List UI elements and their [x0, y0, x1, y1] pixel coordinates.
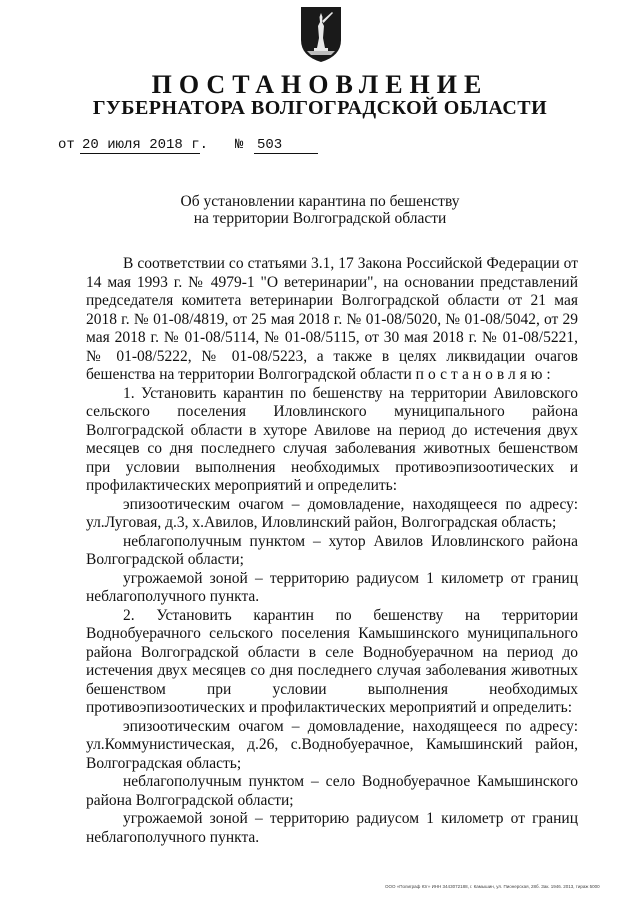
printer-imprint: ООО «Полиграф Юг» ИНН 3443072188, г. Камышин, ул. Пионерская, 28б. Зак. 1946. 2013, тираж 5000: [385, 884, 600, 889]
coat-of-arms-icon: [298, 4, 344, 64]
document-issuer: ГУБЕРНАТОРА ВОЛГОГРАДСКОЙ ОБЛАСТИ: [92, 97, 548, 119]
date-number-line: [58, 137, 638, 157]
item-1-point: неблагополучным пунктом – хутор Авилов Иловлинского района Волгоградской области;: [86, 532, 578, 568]
document-subject: [0, 193, 640, 227]
document-title: ПОСТАНОВЛЕНИЕ: [151, 70, 489, 99]
item-1-focus: эпизоотическим очагом – домовладение, находящееся по адресу: ул.Луговая, д.3, х.Авилов, Иловлинский район, Волгоградская область;: [86, 495, 578, 531]
document-number: 503: [257, 137, 283, 153]
item-1-zone: угрожаемой зоной – территорию радиусом 1 километр от границ неблагополучного пункта.: [86, 569, 578, 605]
preamble-paragraph: [86, 255, 578, 385]
preamble-text: В соответствии со статьями 3.1, 17 Закона Российской Федерации от 14 мая 1993 г. № 4979-1 "О ветеринарии", на основании представлений председателя комитета ветеринарии Волгоградской области от 21 мая 2018 г. № 01-08/4819, от 25 мая 2018 г. № 01-08/5020, № 01-08/5042, от 29 мая 2018 г. № 01-08/5114, № 01-08/5115, от 30 мая 2018 г. № 01-08/5221, № 01-08/5222, № 01-08/5223, а также в целях ликвидации очагов бешенства на территории Волгоградской области: [86, 255, 578, 383]
subject-line-1: Об установлении карантина по бешенству: [180, 193, 460, 210]
item-2-zone: угрожаемой зоной – территорию радиусом 1 километр от границ неблагополучного пункта.: [86, 810, 578, 846]
date-underline: [80, 153, 200, 154]
item-2-focus: эпизоотическим очагом – домовладение, находящееся по адресу: ул.Коммунистическая, д.26, с.Воднобуерачное, Камышинский район, Волгоградская область;: [86, 717, 578, 772]
item-2-point: неблагополучным пунктом – село Воднобуерачное Камышинского района Волгоградской области;: [86, 773, 578, 809]
number-prefix: №: [235, 137, 244, 153]
subject-line-2: на территории Волгоградской области: [193, 210, 447, 227]
date-prefix: от: [58, 137, 75, 153]
decree-word: постановляю:: [415, 366, 555, 383]
document-date: 20 июля 2018 г.: [82, 137, 209, 153]
item-1-paragraph: 1. Установить карантин по бешенству на территории Авиловского сельского поселения Иловлинского муниципального района Волгоградской области в хуторе Авилове на период до истечения двух месяцев со дня последнего случая заболевания животных бешенством при условии выполнения необходимых противоэпизоотических и профилактических мероприятий и определить:: [86, 384, 578, 494]
item-2-paragraph: 2. Установить карантин по бешенству на территории Воднобуерачного сельского поселения Камышинского муниципального района Волгоградской области в селе Воднобуерачном на период до истечения двух месяцев со дня последнего случая заболевания животных бешенством при условии выполнения необходимых противоэпизоотических и профилактических мероприятий и определить:: [86, 606, 578, 716]
document-body: [86, 255, 578, 847]
number-underline: [254, 153, 318, 154]
